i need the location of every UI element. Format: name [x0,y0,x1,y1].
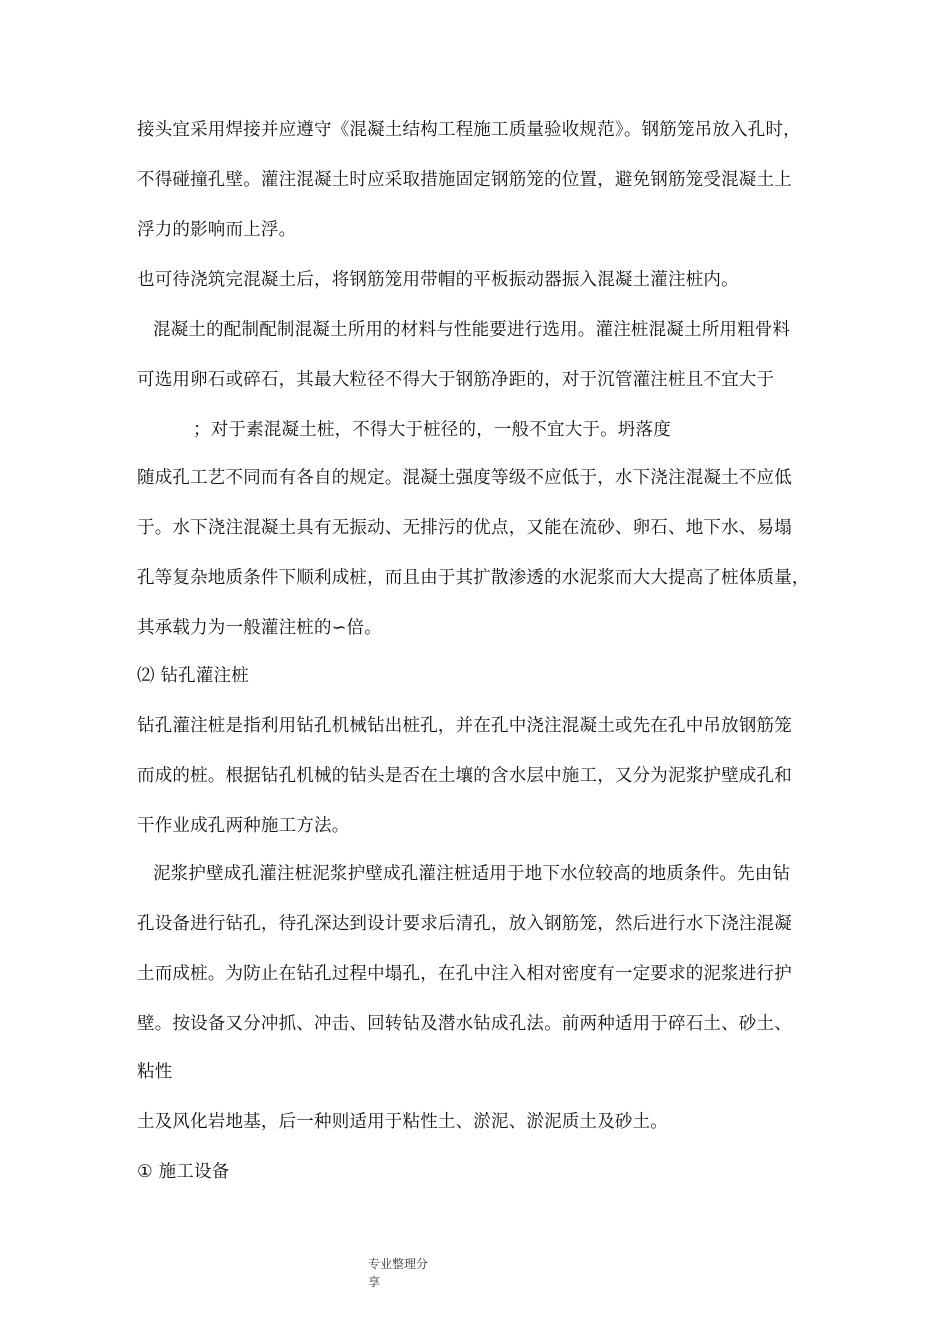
body-text-line: 接头宜采用焊接并应遵守《混凝土结构工程施工质量验收规范》。钢筋笼吊放入孔时， [137,120,801,140]
body-text-line: 随成孔工艺不同而有各自的规定。混凝土强度等级不应低于，水下浇注混凝土不应低 [137,468,792,488]
body-text-line: 孔等复杂地质条件下顺利成桩，而且由于其扩散渗透的水泥浆而大大提高了桩体质量， [137,568,810,588]
body-text-line: 于。水下浇注混凝土具有无振动、无排污的优点，又能在流砂、卵石、地下水、易塌 [137,518,792,538]
body-text-line: ；对于素混凝土桩，不得大于桩径的，一般不宜大于。坍落度 [193,420,671,440]
section-heading: ① 施工设备 [137,1162,230,1182]
section-heading: ⑵ 钻孔灌注桩 [137,666,249,686]
footer-text: 专业整理分 [368,1257,429,1271]
body-text-line: 其承载力为一般灌注桩的∽倍。 [137,618,382,638]
body-text-line: 壁。按设备又分冲抓、冲击、回转钻及潜水钻成孔法。前两种适用于碎石土、砂土、 [137,1014,792,1034]
body-text-line: 也可待浇筑完混凝土后，将钢筋笼用带帽的平板振动器振入混凝土灌注桩内。 [137,270,739,290]
body-text-line: 钻孔灌注桩是指利用钻孔机械钻出桩孔，并在孔中浇注混凝土或先在孔中吊放钢筋笼 [137,716,792,736]
body-text-line: 土而成桩。为防止在钻孔过程中塌孔，在孔中注入相对密度有一定要求的泥浆进行护 [137,964,792,984]
body-text-line: 而成的桩。根据钻孔机械的钻头是否在土壤的含水层中施工，又分为泥浆护壁成孔和 [137,766,792,786]
body-text-line: 浮力的影响而上浮。 [137,220,297,240]
body-text-line: 孔设备进行钻孔，待孔深达到设计要求后清孔，放入钢筋笼，然后进行水下浇注混凝 [137,914,792,934]
body-text-line: 混凝土的配制配制混凝土所用的材料与性能要进行选用。灌注桩混凝土所用粗骨料 [153,320,791,340]
body-text-line: 可选用卵石或碎石，其最大粒径不得大于钢筋净距的，对于沉管灌注桩且不宜大于 [137,370,775,390]
body-text-line: 干作业成孔两种施工方法。 [137,816,350,836]
body-text-line: 粘性 [137,1062,173,1082]
footer-text: 享 [368,1275,381,1289]
body-text-line: 泥浆护壁成孔灌注桩泥浆护壁成孔灌注桩适用于地下水位较高的地质条件。先由钻 [153,864,791,884]
body-text-line: 土及风化岩地基，后一种则适用于粘性土、淤泥、淤泥质土及砂土。 [137,1112,668,1132]
body-text-line: 不得碰撞孔壁。灌注混凝土时应采取措施固定钢筋笼的位置，避免钢筋笼受混凝土上 [137,170,792,190]
